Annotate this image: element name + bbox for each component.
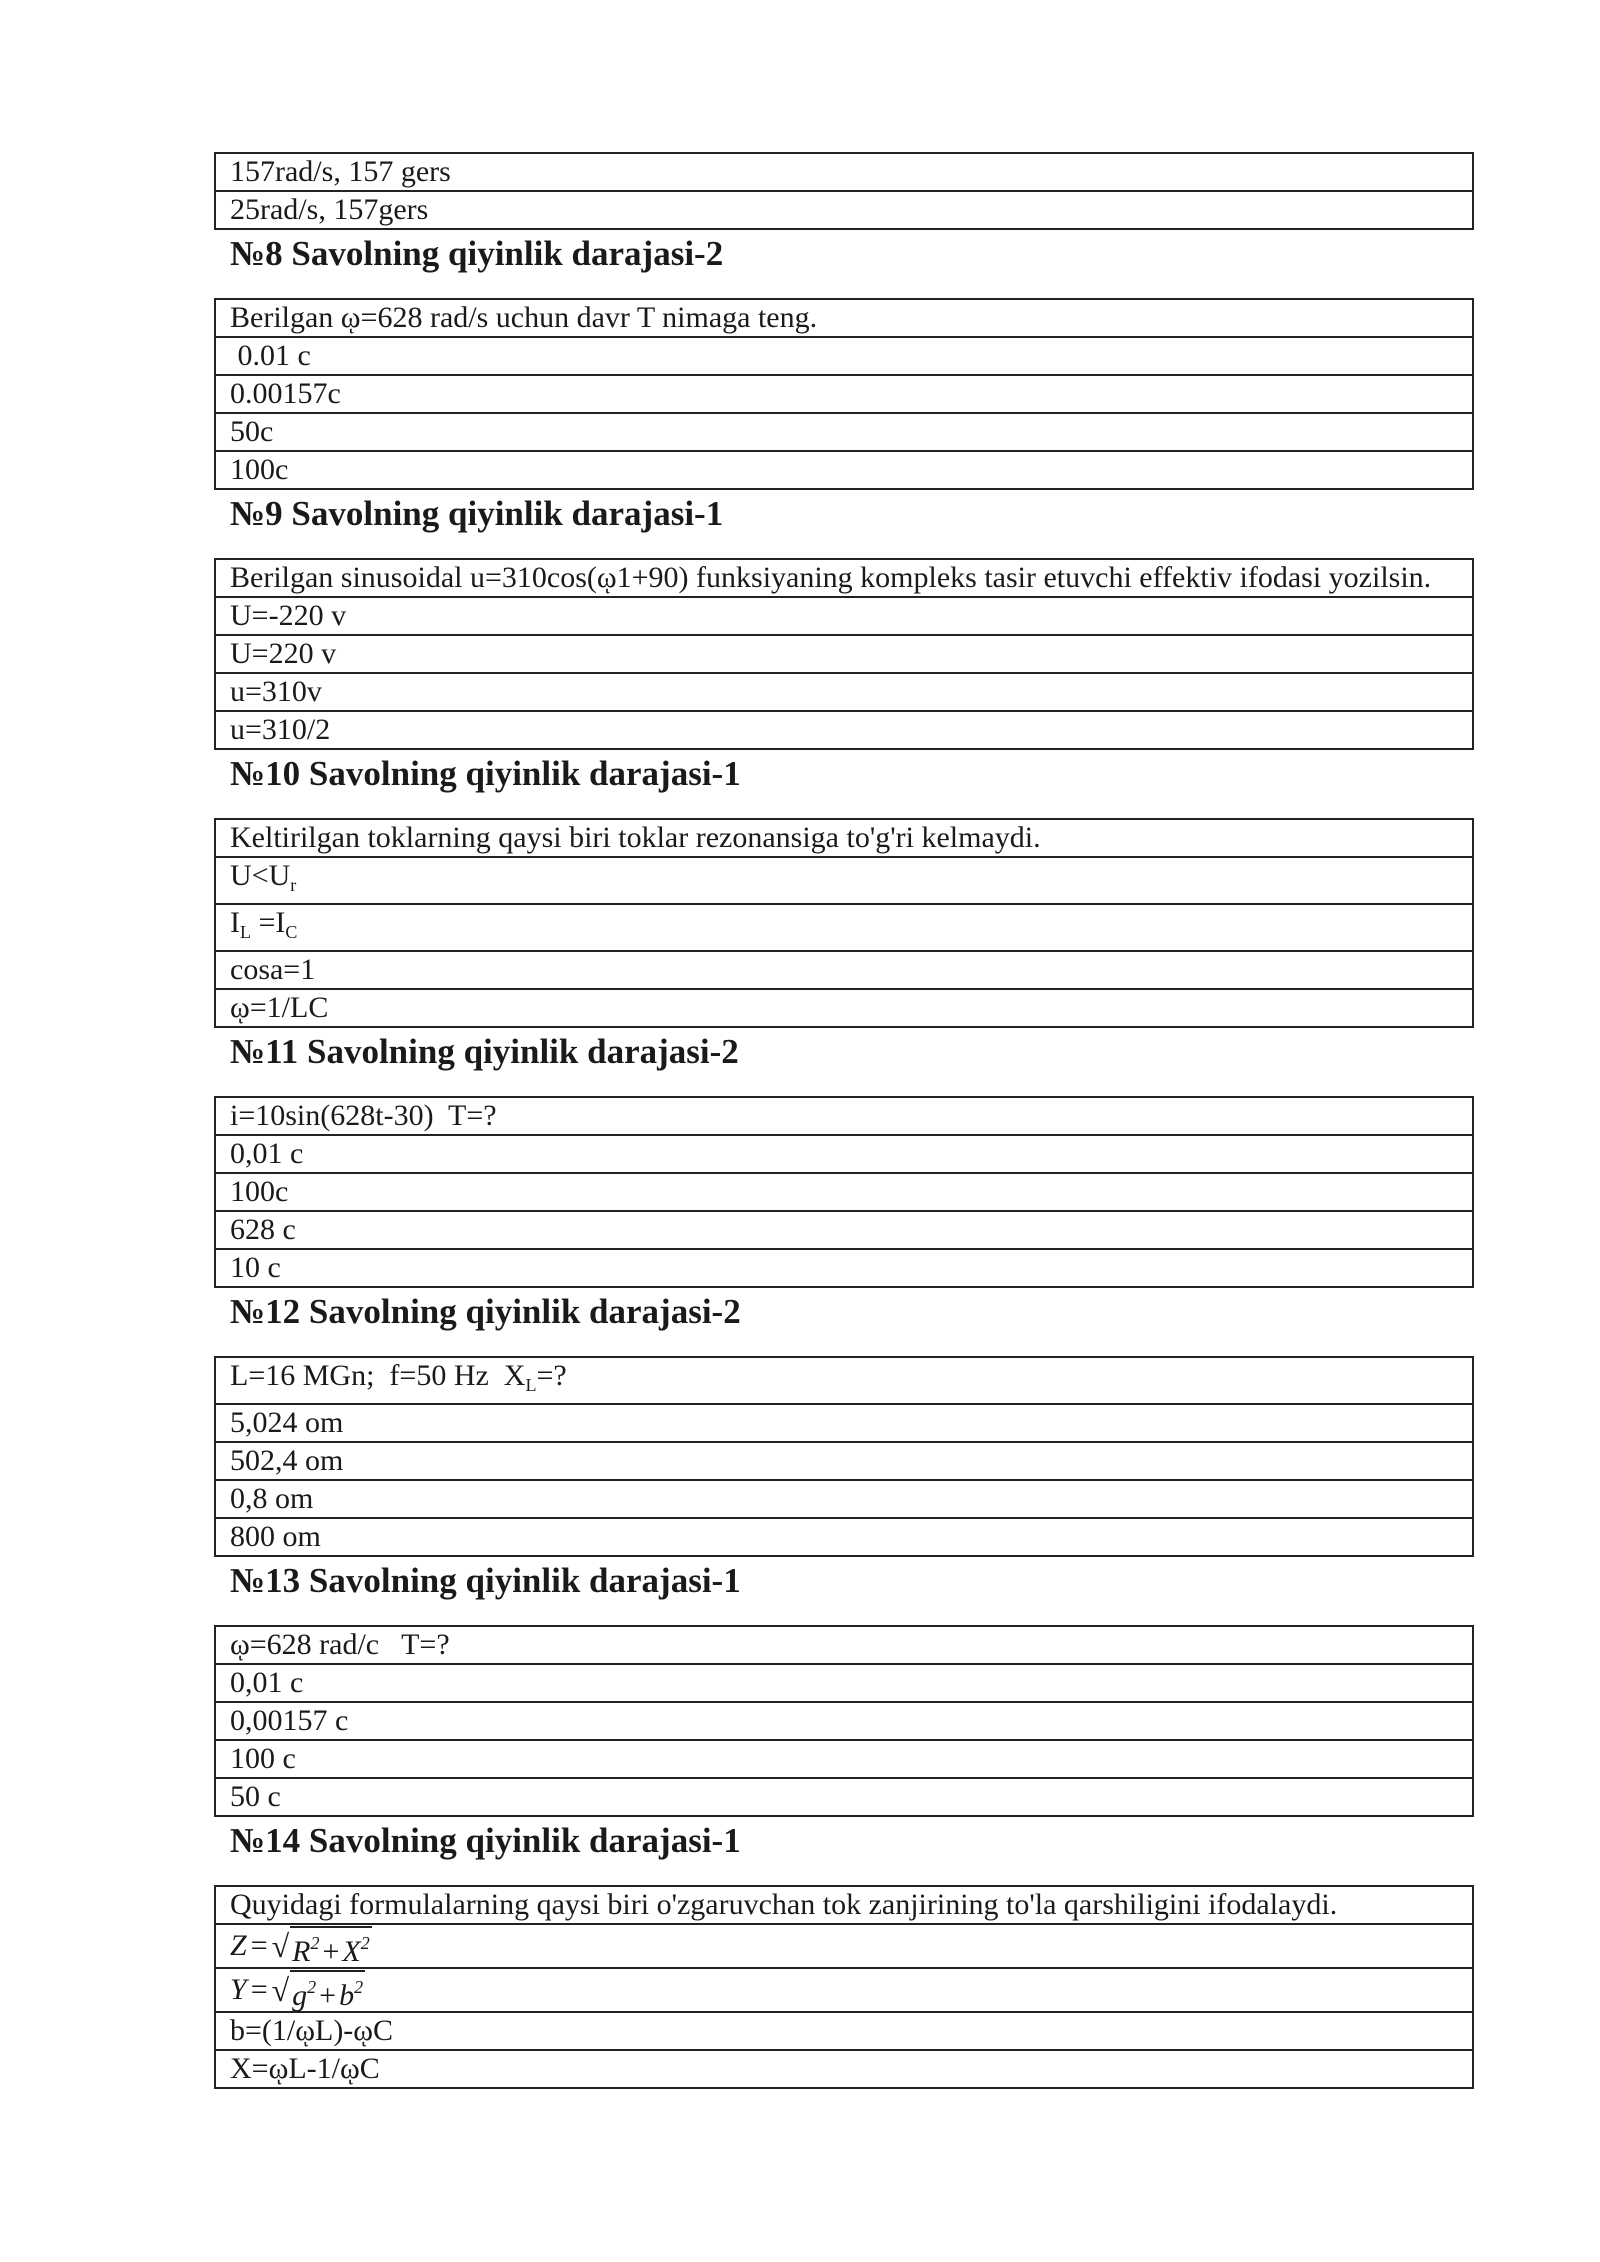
exponent: 2	[354, 1976, 364, 1997]
answer-text: I	[230, 906, 240, 939]
formula-term: b	[339, 1978, 355, 2012]
admittance-formula	[230, 1970, 365, 2010]
answer-cell: 0,8 om	[215, 1480, 1473, 1518]
table-row	[215, 857, 1473, 904]
answer-cell: 0,01 c	[215, 1135, 1473, 1173]
formula-equals: =	[250, 1973, 268, 2006]
table-row	[215, 1173, 1473, 1211]
table-row	[215, 904, 1473, 951]
question-9-table	[214, 558, 1474, 750]
answer-cell: 502,4 om	[215, 1442, 1473, 1480]
table-row	[215, 1442, 1473, 1480]
table-row	[215, 375, 1473, 413]
table-row	[215, 1886, 1473, 1924]
table-row	[215, 1924, 1473, 1968]
table-row	[215, 1664, 1473, 1702]
formula-plus: +	[322, 1934, 340, 1968]
exponent: 2	[310, 1932, 320, 1953]
formula-lhs: Y	[230, 1973, 247, 2006]
answer-text: =I	[251, 906, 286, 939]
question-9-heading: №9 Savolning qiyinlik darajasi-1	[230, 494, 724, 533]
answer-cell	[215, 857, 1473, 904]
answer-cell: b=(1/ῳL)-ῳC	[215, 2012, 1473, 2050]
question-13-heading: №13 Savolning qiyinlik darajasi-1	[230, 1561, 741, 1600]
table-row	[215, 1626, 1473, 1664]
question-cell: ῳ=628 rad/c T=?	[215, 1626, 1473, 1664]
document-page	[214, 152, 1474, 2089]
table-row	[215, 1968, 1473, 2012]
table-row	[215, 2012, 1473, 2050]
exponent: 2	[307, 1976, 317, 1997]
formula-term: R	[292, 1934, 311, 1968]
table-row	[215, 1135, 1473, 1173]
answer-cell: 5,024 om	[215, 1404, 1473, 1442]
question-11-table	[214, 1096, 1474, 1288]
answer-text: U<U	[230, 859, 291, 892]
answer-cell: 800 om	[215, 1518, 1473, 1556]
table-row	[215, 989, 1473, 1027]
table-row	[215, 559, 1473, 597]
answer-cell: U=-220 v	[215, 597, 1473, 635]
answer-cell: 628 c	[215, 1211, 1473, 1249]
question-cell: i=10sin(628t-30) T=?	[215, 1097, 1473, 1135]
table-row	[215, 2050, 1473, 2088]
answer-cell: 157rad/s, 157 gers	[215, 153, 1473, 191]
answer-cell: u=310/2	[215, 711, 1473, 749]
exponent: 2	[360, 1932, 370, 1953]
answer-cell: 0.00157c	[215, 375, 1473, 413]
question-cell: Quyidagi formulalarning qaysi biri o'zgaruvchan tok zanjirining to'la qarshiligini ifodalaydi.	[215, 1886, 1473, 1924]
question-13-table	[214, 1625, 1474, 1817]
question-cell: Berilgan sinusoidal u=310cos(ῳ1+90) funksiyaning kompleks tasir etuvchi effektiv ifodasi yozilsin.	[215, 559, 1473, 597]
table-row	[215, 1702, 1473, 1740]
answer-cell: 0,01 c	[215, 1664, 1473, 1702]
answer-cell: 100 c	[215, 1740, 1473, 1778]
answer-cell: 100c	[215, 451, 1473, 489]
top-answer-table	[214, 152, 1474, 230]
answer-cell: ῳ=1/LC	[215, 989, 1473, 1027]
answer-cell	[215, 1924, 1473, 1968]
question-text: =?	[536, 1359, 567, 1392]
table-row	[215, 451, 1473, 489]
formula-plus: +	[319, 1978, 337, 2012]
table-row	[215, 1404, 1473, 1442]
table-row	[215, 1480, 1473, 1518]
table-row	[215, 337, 1473, 375]
answer-cell: 25rad/s, 157gers	[215, 191, 1473, 229]
table-row	[215, 673, 1473, 711]
answer-cell: 0.01 c	[215, 337, 1473, 375]
table-row	[215, 597, 1473, 635]
answer-cell: 100c	[215, 1173, 1473, 1211]
formula-term: g	[292, 1978, 308, 2012]
question-10-table	[214, 818, 1474, 1028]
answer-cell: 10 c	[215, 1249, 1473, 1287]
table-row	[215, 299, 1473, 337]
subscript: L	[525, 1375, 537, 1395]
answer-cell: X=ῳL-1/ῳC	[215, 2050, 1473, 2088]
question-12-table	[214, 1356, 1474, 1557]
question-8-table	[214, 298, 1474, 490]
table-row	[215, 413, 1473, 451]
answer-cell: u=310v	[215, 673, 1473, 711]
subscript: C	[285, 922, 298, 942]
table-row	[215, 1778, 1473, 1816]
question-8-heading: №8 Savolning qiyinlik darajasi-2	[230, 234, 724, 273]
answer-cell	[215, 904, 1473, 951]
answer-cell	[215, 1968, 1473, 2012]
square-root-symbol: √	[271, 1972, 290, 2008]
table-row	[215, 951, 1473, 989]
formula-radicand	[290, 1926, 372, 1967]
question-10-heading: №10 Savolning qiyinlik darajasi-1	[230, 754, 741, 793]
table-row	[215, 1249, 1473, 1287]
answer-cell: 50 c	[215, 1778, 1473, 1816]
question-14-heading: №14 Savolning qiyinlik darajasi-1	[230, 1821, 741, 1860]
question-cell: Keltirilgan toklarning qaysi biri toklar rezonansiga to'g'ri kelmaydi.	[215, 819, 1473, 857]
formula-equals: =	[250, 1929, 268, 1962]
question-cell	[215, 1357, 1473, 1404]
square-root-symbol: √	[271, 1928, 290, 1964]
answer-cell: U=220 v	[215, 635, 1473, 673]
question-cell: Berilgan ῳ=628 rad/s uchun davr T nimaga teng.	[215, 299, 1473, 337]
subscript: r	[290, 875, 297, 895]
table-row	[215, 635, 1473, 673]
question-text: L=16 MGn; f=50 Hz X	[230, 1359, 526, 1392]
question-14-table	[214, 1885, 1474, 2089]
question-11-heading: №11 Savolning qiyinlik darajasi-2	[230, 1032, 739, 1071]
table-row	[215, 191, 1473, 229]
formula-radicand	[290, 1970, 365, 2011]
subscript: L	[240, 922, 251, 942]
answer-cell: cosa=1	[215, 951, 1473, 989]
table-row	[215, 819, 1473, 857]
question-12-heading: №12 Savolning qiyinlik darajasi-2	[230, 1292, 741, 1331]
answer-cell: 50c	[215, 413, 1473, 451]
table-row	[215, 711, 1473, 749]
impedance-formula	[230, 1926, 372, 1966]
formula-term: X	[342, 1934, 361, 1968]
table-row	[215, 153, 1473, 191]
formula-lhs: Z	[230, 1929, 247, 1962]
table-row	[215, 1357, 1473, 1404]
answer-cell: 0,00157 c	[215, 1702, 1473, 1740]
table-row	[215, 1097, 1473, 1135]
table-row	[215, 1740, 1473, 1778]
table-row	[215, 1518, 1473, 1556]
table-row	[215, 1211, 1473, 1249]
